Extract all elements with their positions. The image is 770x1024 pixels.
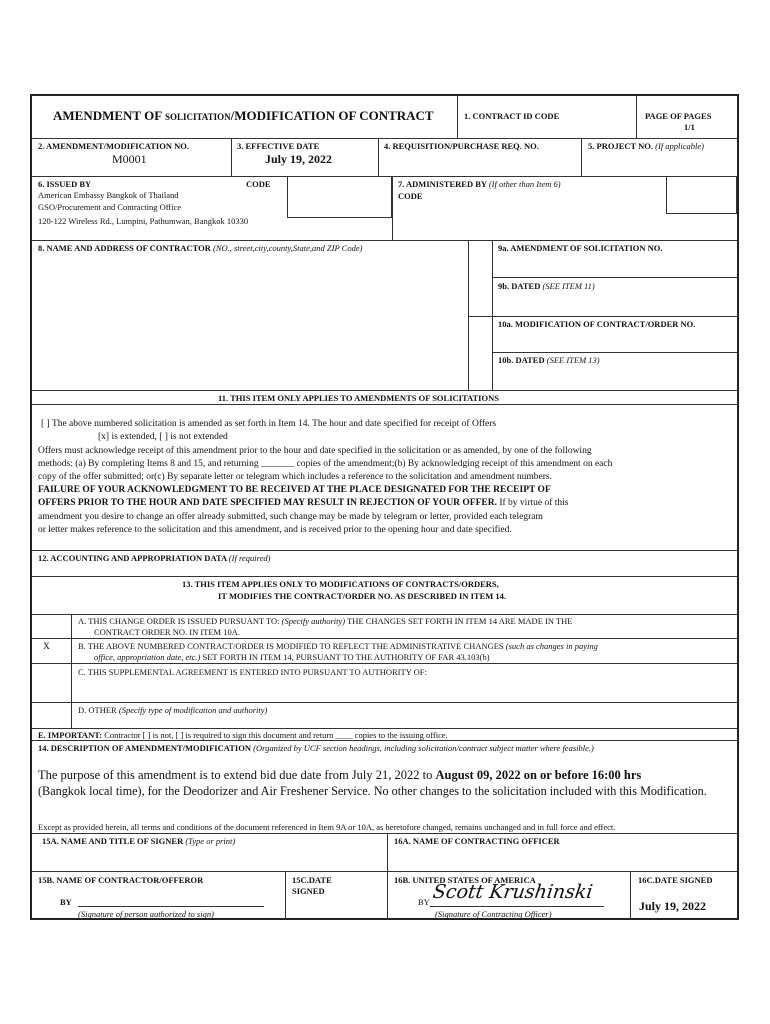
project-no-label: 5. PROJECT NO. (If applicable) <box>588 141 705 151</box>
item-13-heading-2: IT MODIFIES THE CONTRACT/ORDER NO. AS DESCRIBED IN ITEM 14. <box>218 591 507 601</box>
item-13d-line: D. OTHER (Specify type of modification and authority) <box>78 705 268 715</box>
item-13b-checkmark: X <box>43 642 50 652</box>
item-11-line-4: methods: (a) By completing Items 8 and 15, and returning _______ copies of the amendment;(b) By acknowledging receipt of this amendment on each <box>38 459 613 469</box>
item-16c-label: 16C.DATE SIGNED <box>638 875 713 885</box>
item-11-line-7: OFFERS PRIOR TO THE HOUR AND DATE SPECIFIED MAY RESULT IN REJECTION OF YOUR OFFER. If by virtue of this <box>38 498 569 508</box>
administered-code-box <box>666 176 737 214</box>
item-13a-line-1: A. THIS CHANGE ORDER IS ISSUED PURSUANT TO: (Specify authority) THE CHANGES SET FORTH IN ITEM 14 ARE MADE IN THE <box>78 616 573 626</box>
item-11-line-6: FAILURE OF YOUR ACKNOWLEDGMENT TO BE RECEIVED AT THE PLACE DESIGNATED FOR THE RECEIPT OF <box>38 485 551 495</box>
item-16b-by: BY <box>418 897 430 907</box>
item-16b-label: 16B. UNITED STATES OF AMERICA <box>394 875 536 885</box>
amendment-form <box>30 94 739 920</box>
amendment-no-label: 2. AMENDMENT/MODIFICATION NO. <box>38 141 189 151</box>
requisition-label: 4. REQUISITION/PURCHASE REQ. NO. <box>384 141 539 151</box>
item-15b-signature-note: (Signature of person authorized to sign) <box>78 909 214 919</box>
item-11-line-1: [ ] The above numbered solicitation is amended as set forth in Item 14. The hour and date specified for receipt of Offers <box>41 419 497 429</box>
item-15c-label-2: SIGNED <box>292 886 325 896</box>
item-9a-label: 9a. AMENDMENT OF SOLICITATION NO. <box>498 243 663 253</box>
issued-by-label: 6. ISSUED BY <box>38 179 92 189</box>
issuer-line-3: 120-122 Wireless Rd., Lumpini, Pathumwan, Bangkok 10330 <box>38 216 249 226</box>
contractor-label: 8. NAME AND ADDRESS OF CONTRACTOR (NO., street,city,county,State,and ZIP Code) <box>38 243 363 253</box>
form-title: AMENDMENT OF SOLICITATION/MODIFICATION OF CONTRACT <box>53 108 434 123</box>
item-10b-label: 10b. DATED (SEE ITEM 13) <box>498 355 600 365</box>
item-14-except-text: Except as provided herein, all terms and conditions of the document referenced in Item 9A or 10A, as heretofore changed, remains unchanged and in full force and effect. <box>38 822 616 832</box>
item-13c-line: C. THIS SUPPLEMENTAL AGREEMENT IS ENTERED INTO PURSUANT TO AUTHORITY OF: <box>78 667 427 677</box>
contracting-officer-signature: Scott Krushinski <box>431 881 595 903</box>
effective-date-value: July 19, 2022 <box>265 152 333 166</box>
item-16b-signature-note: (Signature of Contracting Officer) <box>435 909 552 919</box>
item-14-purpose-line-1: The purpose of this amendment is to extend bid due date from July 21, 2022 to August 09, 2022 on or before 16:00 hrs <box>38 768 642 782</box>
page-of-pages-label: PAGE OF PAGES <box>645 111 712 121</box>
item-11-line-9: or letter makes reference to the solicitation and this amendment, and is received prior to the opening hour and date specified. <box>38 525 512 535</box>
item-15c-label-1: 15C.DATE <box>292 875 332 885</box>
item-16a-label: 16A. NAME OF CONTRACTING OFFICER <box>394 836 560 846</box>
item-10a-label: 10a. MODIFICATION OF CONTRACT/ORDER NO. <box>498 319 696 329</box>
item-15b-by: BY <box>60 897 72 907</box>
item-11-heading: 11. THIS ITEM ONLY APPLIES TO AMENDMENTS OF SOLICITATIONS <box>218 393 499 403</box>
item-16c-value: July 19, 2022 <box>639 899 707 913</box>
item-13b-line-1: B. THE ABOVE NUMBERED CONTRACT/ORDER IS MODIFIED TO REFLECT THE ADMINISTRATIVE CHANGES (such as changes in paying <box>78 641 598 651</box>
item-15a-label: 15A. NAME AND TITLE OF SIGNER (Type or print) <box>42 836 236 846</box>
item-14-purpose-line-2: (Bangkok local time), for the Deodorizer and Air Freshener Service. No other changes to the solicitation included with this Modification. <box>38 784 707 798</box>
amendment-no-value: M0001 <box>112 152 147 166</box>
administered-by-label: 7. ADMINISTERED BY (If other than Item 6) <box>398 179 561 189</box>
item-13b-line-2: office, appropriation date, etc.) SET FORTH IN ITEM 14, PURSUANT TO THE AUTHORITY OF FAR 43.103(b) <box>94 652 490 662</box>
item-12-label: 12. ACCOUNTING AND APPROPRIATION DATA (If required) <box>38 553 271 563</box>
issuer-line-1: American Embassy Bangkok of Thailand <box>38 190 179 200</box>
item-15b-label: 15B. NAME OF CONTRACTOR/OFFEROR <box>38 875 204 885</box>
item-13-heading-1: 13. THIS ITEM APPLIES ONLY TO MODIFICATIONS OF CONTRACTS/ORDERS, <box>182 579 499 589</box>
issuer-line-2: GSO/Procurement and Contracting Office <box>38 202 182 212</box>
item-11-line-2: [x] is extended, [ ] is not extended <box>98 432 228 442</box>
item-11-line-3: Offers must acknowledge receipt of this amendment prior to the hour and date specified in the solicitation or as amended, by one of the following <box>38 446 592 456</box>
item-14-label: 14. DESCRIPTION OF AMENDMENT/MODIFICATION (Organized by UCF section headings, including solicitation/contract subject matter where feasible.) <box>38 743 594 753</box>
issued-by-code-label: CODE <box>246 179 271 189</box>
issued-by-code-box <box>287 176 392 218</box>
item-11-line-8: amendment you desire to change an offer already submitted, such change may be made by telegram or letter, provided each telegram <box>38 512 543 522</box>
page-of-pages-value: 1/1 <box>684 122 695 132</box>
item-13a-line-2: CONTRACT ORDER NO. IN ITEM 10A. <box>94 627 240 637</box>
item-e-important: E. IMPORTANT: Contractor [ ] is not, [ ] is required to sign this document and return ____ copies to the issuing office. <box>38 730 448 740</box>
administered-code-label: CODE <box>398 191 423 201</box>
item-9b-label: 9b. DATED (SEE ITEM 11) <box>498 281 595 291</box>
contract-id-label: 1. CONTRACT ID CODE <box>464 111 560 121</box>
item-11-line-5: copy of the offer submitted; or(c) By separate letter or telegram which includes a reference to the solicitation and amendment numbers. <box>38 472 552 482</box>
effective-date-label: 3. EFFECTIVE DATE <box>237 141 320 151</box>
